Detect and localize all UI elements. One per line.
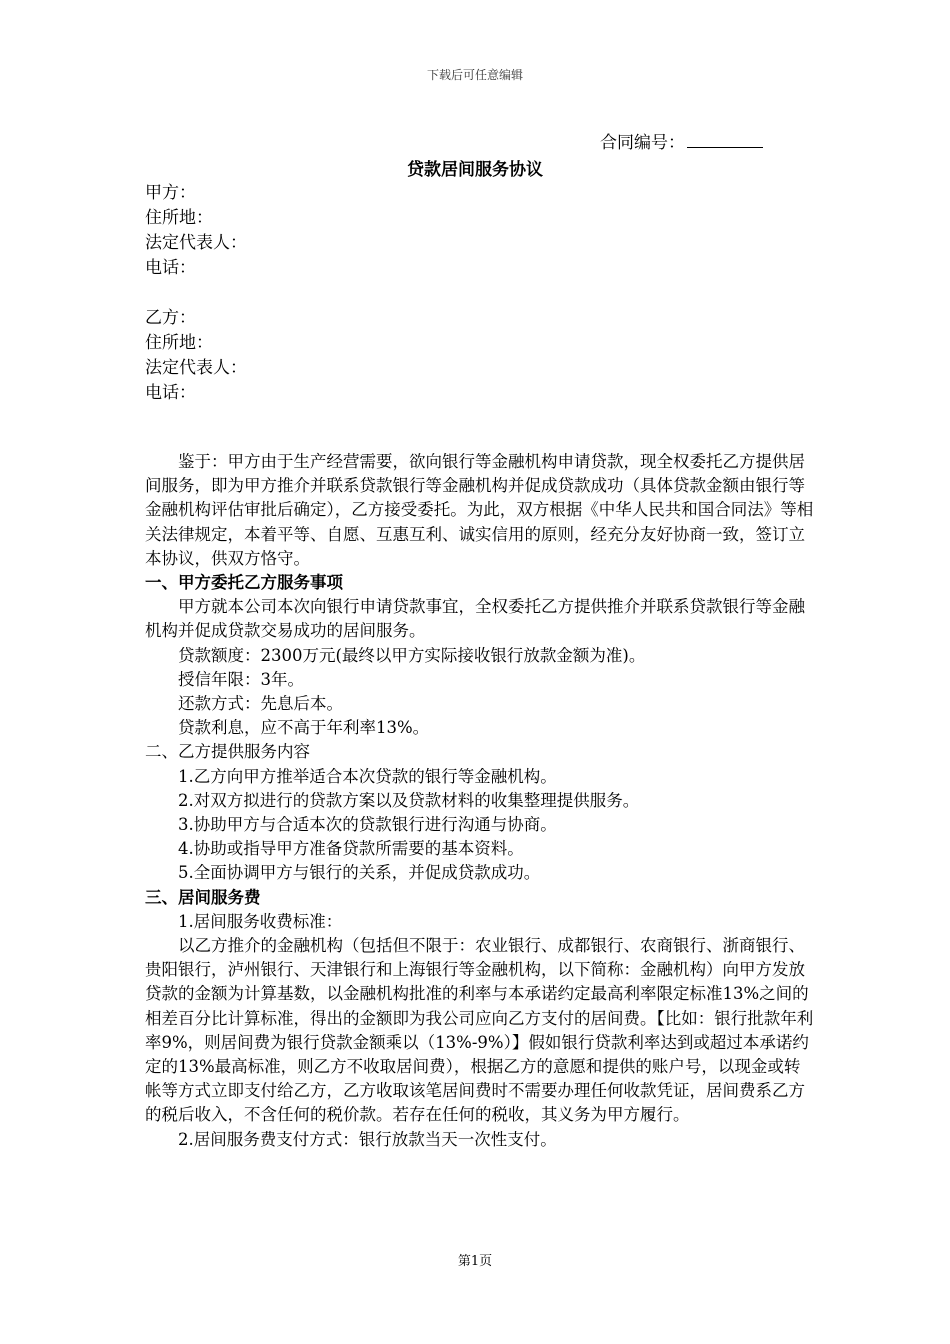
repayment-method: 还款方式：先息后本。 <box>178 694 343 714</box>
page-number: 第1页 <box>457 1254 493 1269</box>
section1-paragraph: 甲方就本公司本次向银行申请贷款事宜，全权委托乙方提供推介并联系贷款银行等金融机构并促成贷款交易成功的居间服务。 <box>145 597 805 641</box>
section2-heading: 二、乙方提供服务内容 <box>145 742 310 762</box>
list-item: 3.协助甲方与合适本次的贷款银行进行沟通与协商。 <box>178 815 557 835</box>
party-b-rep: 法定代表人： <box>145 358 247 378</box>
list-item: 5.全面协调甲方与银行的关系，并促成贷款成功。 <box>178 863 541 883</box>
page-title: 贷款居间服务协议 <box>407 160 543 180</box>
document-body <box>145 450 815 1152</box>
party-b-name: 乙方： <box>145 308 196 328</box>
party-a-name: 甲方： <box>145 183 196 203</box>
party-b-address: 住所地： <box>145 333 213 353</box>
party-a-rep: 法定代表人： <box>145 233 247 253</box>
list-item: 4.协助或指导甲方准备贷款所需要的基本资料。 <box>178 839 524 859</box>
party-a-phone: 电话： <box>145 258 196 278</box>
fee-payment-method: 2.居间服务费支付方式：银行放款当天一次性支付。 <box>178 1129 557 1149</box>
party-b-phone: 电话： <box>145 383 196 403</box>
section1-heading: 一、甲方委托乙方服务事项 <box>145 573 343 593</box>
list-item: 2.对双方拟进行的贷款方案以及贷款材料的收集整理提供服务。 <box>178 790 640 810</box>
loan-term: 授信年限：3年。 <box>178 669 304 689</box>
list-item: 1.乙方向甲方推举适合本次贷款的银行等金融机构。 <box>178 766 557 786</box>
contract-number <box>600 128 763 153</box>
loan-interest: 贷款利息，应不高于年利率13%。 <box>178 718 430 738</box>
section3-heading: 三、居间服务费 <box>145 887 261 907</box>
fee-standard-heading: 1.居间服务收费标准： <box>178 911 343 931</box>
fee-standard-paragraph: 以乙方推介的金融机构（包括但不限于：农业银行、成都银行、农商银行、浙商银行、贵阳银行，泸州银行、天津银行和上海银行等金融机构，以下简称：金融机构）向甲方发放贷款的金额为计算基数，以金融机构批准的利率与本承诺约定最高利率限定标准13%之间的相差百分比计算标准，得出的金额即为我公司应向乙方支付的居间费。【比如：银行批款年利率9%，则居间费为银行贷款金额乘以（13%-9%）】假如银行贷款利率达到或超过本承诺约定的13%最高标准，则乙方不收取居间费），根据乙方的意愿和提供的账户号，以现金或转帐等方式立即支付给乙方，乙方收取该笔居间费时不需要办理任何收款凭证，居间费系乙方的税后收入，不含任何的税价款。若存在任何的税收，其义务为甲方履行。 <box>145 936 814 1125</box>
header-note: 下载后可任意编辑 <box>426 68 523 82</box>
contract-number-label: 合同编号： <box>600 133 685 153</box>
preamble: 鉴于：甲方由于生产经营需要，欲向银行等金融机构申请贷款，现全权委托乙方提供居间服务，即为甲方推介并联系贷款银行等金融机构并促成贷款成功（具体贷款金额由银行等金融机构评估审批后确定），乙方接受委托。为此，双方根据《中华人民共和国合同法》等相关法律规定，本着平等、自愿、互惠互利、诚实信用的原则，经充分友好协商一致，签订立本协议，供双方恪守。 <box>145 452 814 568</box>
loan-amount: 贷款额度：2300万元(最终以甲方实际接收银行放款金额为准)。 <box>178 645 646 665</box>
party-a-address: 住所地： <box>145 208 213 228</box>
contract-number-blank <box>687 133 763 148</box>
